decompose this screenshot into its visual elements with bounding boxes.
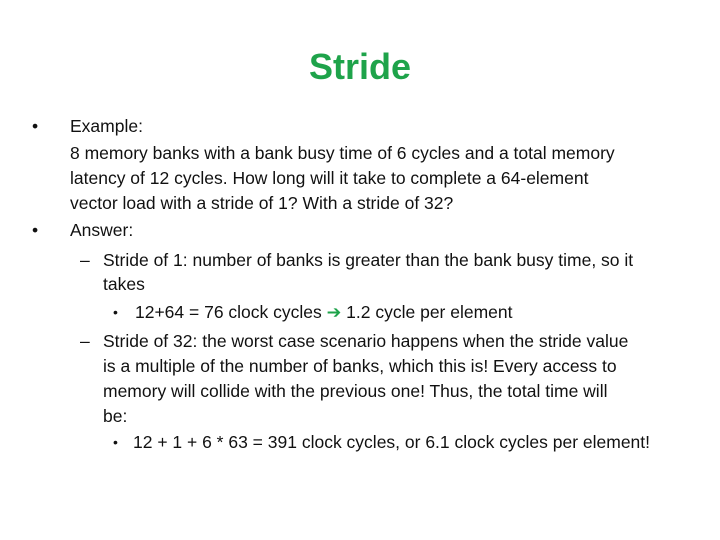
arrow-right-icon: ➔ (326, 302, 342, 322)
bullet-icon: • (113, 434, 118, 450)
bullet-icon: • (32, 116, 39, 136)
stride32-line-3: memory will collide with the previous one! Thus, the total time will (103, 381, 608, 401)
stride1-calc-before: 12+64 = 76 clock cycles (135, 302, 327, 322)
example-line-3: vector load with a stride of 1? With a stride of 32? (70, 193, 454, 213)
dash-icon: – (80, 250, 90, 270)
example-line-2: latency of 12 cycles. How long will it take to complete a 64-element (70, 168, 589, 188)
dash-icon: – (80, 331, 90, 351)
stride1-calc-after: 1.2 cycle per element (341, 302, 513, 322)
answer-label: Answer: (70, 220, 134, 240)
bullet-icon: • (32, 220, 39, 240)
example-label: Example: (70, 116, 143, 136)
stride1-line-1: Stride of 1: number of banks is greater than the bank busy time, so it (103, 250, 634, 270)
stride32-line-2: is a multiple of the number of banks, which this is! Every access to (103, 356, 617, 376)
slide-title: Stride (308, 46, 412, 87)
stride32-calc-text: 12 + 1 + 6 * 63 = 391 clock cycles, or 6.1 clock cycles per element! (133, 432, 651, 452)
stride32-line-1: Stride of 32: the worst case scenario happens when the stride value (103, 331, 629, 351)
example-line-1: 8 memory banks with a bank busy time of 6 cycles and a total memory (70, 143, 615, 163)
stride1-line-2: takes (103, 274, 145, 294)
bullet-icon: • (113, 304, 118, 320)
stride32-line-4: be: (103, 406, 128, 426)
